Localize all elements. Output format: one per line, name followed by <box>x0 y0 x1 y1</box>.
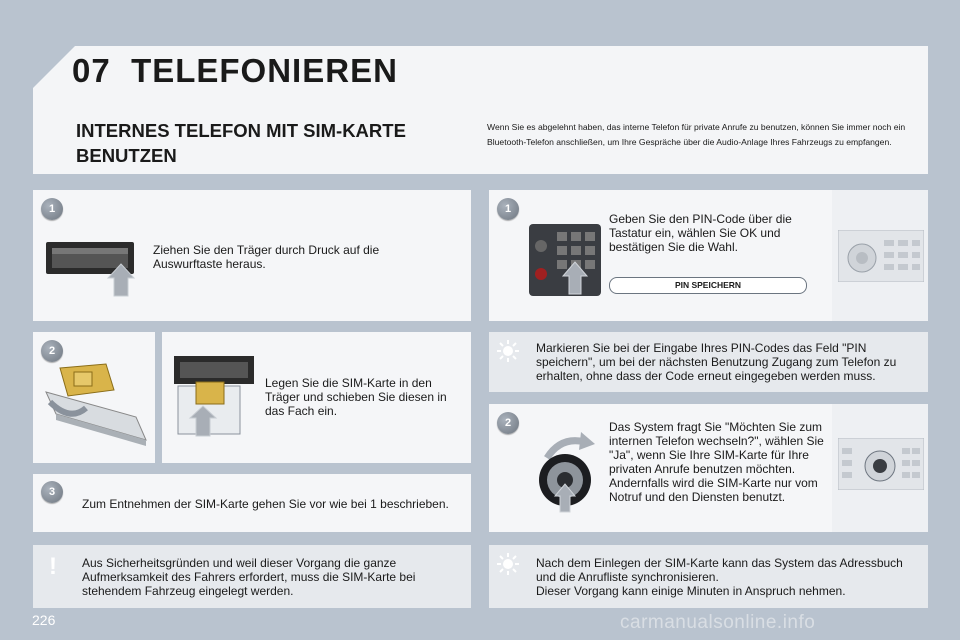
left-step2-badge: 2 <box>41 340 63 362</box>
warning-icon: ! <box>49 553 57 580</box>
chapter-heading <box>72 52 398 90</box>
tip1-text: Markieren Sie bei der Eingabe Ihres PIN-Codes das Feld "PIN speichern", um bei der nächsten Benutzung Zugang zum Telefon zu erhalten, ohne dass der Code erneut eingegeben werden muss. <box>536 341 897 383</box>
sim-tray-eject-icon <box>44 238 144 300</box>
radio-console-icon <box>838 230 924 282</box>
right-step2-text: Das System fragt Sie "Möchten Sie zum internen Telefon wechseln?", wählen Sie "Ja", wenn Sie Ihre SIM-Karte für Ihre privaten Anrufe benutzen möchten. Andernfalls wird die SIM-Karte nur vom Notruf und den Diensten benutzt. <box>609 420 824 504</box>
phone-keypad-icon <box>529 224 601 296</box>
left-step1-badge: 1 <box>41 198 63 220</box>
right-step1-text: Geben Sie den PIN-Code über die Tastatur ein, wählen Sie OK und bestätigen Sie die Wahl. <box>609 212 792 254</box>
warning-text: Aus Sicherheitsgründen und weil dieser Vorgang die ganze Aufmerksamkeit des Fahrers erfordert, muss die SIM-Karte bei stehendem Fahrzeug eingelegt werden. <box>82 556 416 598</box>
rotary-knob-icon <box>533 428 599 514</box>
lightbulb-tip-icon <box>497 553 519 575</box>
intro-text: Wenn Sie es abgelehnt haben, das interne Telefon für private Anrufe zu benutzen, können Sie immer noch ein Bluetooth-Telefon anschließen, um Ihre Gespräche über die Audio-Anlage Ihres Fahrzeugs zu empfangen. <box>487 122 906 147</box>
chapter-number: 07 <box>72 52 111 89</box>
right-step2-badge: 2 <box>497 412 519 434</box>
left-step3-badge: 3 <box>41 481 63 503</box>
sim-tray-open-icon <box>170 352 260 444</box>
section-title <box>76 118 456 168</box>
page-number: 226 <box>32 612 56 628</box>
section-title-line2: BENUTZEN <box>76 145 177 166</box>
left-step3-text: Zum Entnehmen der SIM-Karte gehen Sie vor wie bei 1 beschrieben. <box>82 497 449 511</box>
watermark: carmanualsonline.info <box>620 612 816 633</box>
pin-speichern-button[interactable]: PIN SPEICHERN <box>609 277 807 294</box>
tip2-line2: Dieser Vorgang kann einige Minuten in Anspruch nehmen. <box>536 584 846 598</box>
radio-console-knob-icon <box>838 438 924 490</box>
lightbulb-tip-icon <box>497 340 519 362</box>
right-step1-badge: 1 <box>497 198 519 220</box>
tip2-text <box>536 556 921 598</box>
tip2-line1: Nach dem Einlegen der SIM-Karte kann das System das Adressbuch und die Anrufliste synchronisieren. <box>536 556 903 584</box>
left-step1-text: Ziehen Sie den Träger durch Druck auf die Auswurftaste heraus. <box>153 243 380 271</box>
chapter-title: TELEFONIEREN <box>131 52 398 89</box>
left-step2-text: Legen Sie die SIM-Karte in den Träger und schieben Sie diesen in das Fach ein. <box>265 376 447 418</box>
sim-card-insert-icon <box>40 362 152 452</box>
section-title-line1: INTERNES TELEFON MIT SIM-KARTE <box>76 120 406 141</box>
